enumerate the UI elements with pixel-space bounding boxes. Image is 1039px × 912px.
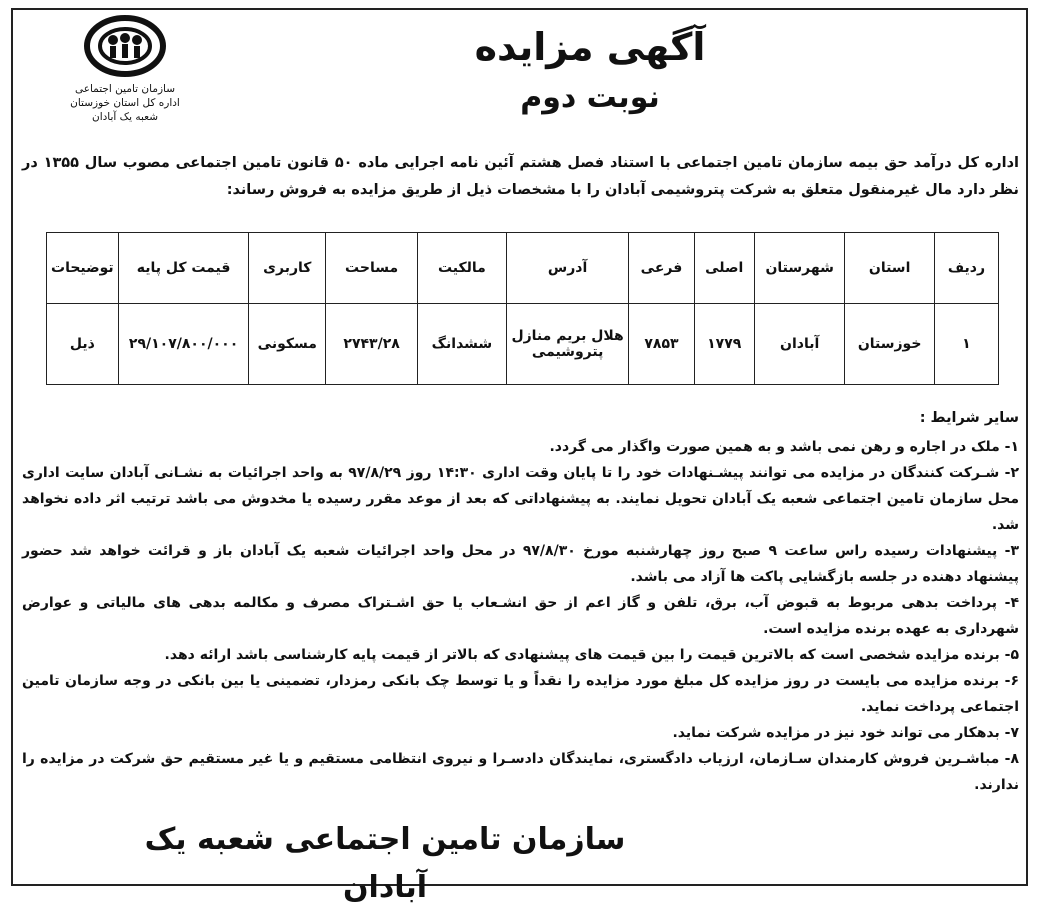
condition-item-7: ۷- بدهکار می تواند خود نیز در مزایده شرکت نماید.	[672, 725, 1019, 741]
col-address: آدرس	[506, 233, 629, 304]
footer-signature: سازمان تامین اجتماعی شعبه یک آبادان	[144, 822, 626, 905]
cell-main-plate: ۱۷۷۹	[694, 304, 754, 385]
intro-paragraph: اداره کل درآمد حق بیمه سازمان تامین اجتماعی با استناد فصل هشتم آئین نامه اجرایی ماده ۵۰ قانون تامین اجتماعی مصوب سال ۱۳۵۵ در نظر دارد مال غیرمنقول متعلق به شرکت پتروشیمی آبادان را با مشخصات ذیل از طریق مزایده به فروش رساند:	[22, 155, 1019, 198]
table-row	[47, 304, 999, 385]
col-ownership: مالکیت	[418, 233, 507, 304]
condition-item-6: ۶- برنده مزایده می بایست در روز مزایده کل مبلغ مورد مزایده را نقداً و یا توسط چک بانکی رمزدار، تضمینی یا بین بانکی در وجه سازمان تامین اجتماعی پرداخت نماید.	[22, 673, 1019, 715]
col-base-price: قیمت کل پایه	[118, 233, 249, 304]
conditions-list	[22, 434, 1019, 798]
org-branch: شعبه یک آبادان	[92, 111, 158, 123]
cell-province: خوزستان	[845, 304, 934, 385]
col-row-number: ردیف	[934, 233, 998, 304]
col-notes: توضیحات	[47, 233, 119, 304]
cell-city: آبادان	[754, 304, 844, 385]
cell-address: هلال بریم منازل پتروشیمی	[506, 304, 629, 385]
col-area: مساحت	[326, 233, 418, 304]
property-table	[46, 232, 999, 385]
cell-ownership: ششدانگ	[418, 304, 507, 385]
cell-area: ۲۷۴۳/۲۸	[326, 304, 418, 385]
notice-heading	[380, 22, 800, 118]
condition-item-2: ۲- شـرکت کنندگان در مزایده می توانند پیشـنهادات خود را تا پایان وقت اداری ۱۴:۳۰ روز ۹۷/۸/۲۹ به واحد اجرائیات به نشـانی آبادان سایت اداری محل سازمان تامین اجتماعی شعبه یک آبادان تحویل نمایند. به پیشنهاداتی که بعد از موعد مقرر رسیده یا مخدوش می باشد ترتیب اثر داده نخواهد شد.	[22, 465, 1020, 533]
page-subtitle: نوبت دوم	[520, 80, 660, 115]
table-header-row	[47, 233, 999, 304]
org-name: سازمان تامین اجتماعی	[74, 83, 176, 95]
col-usage: کاربری	[249, 233, 326, 304]
org-logo	[65, 14, 185, 144]
org-province: اداره کل استان خوزستان	[70, 97, 180, 109]
page-title: آگهی مزایده	[474, 25, 706, 69]
cell-usage: مسکونی	[249, 304, 326, 385]
cell-row-number: ۱	[934, 304, 998, 385]
cell-notes: ذیل	[47, 304, 119, 385]
conditions-heading: سایر شرایط :	[919, 410, 1019, 426]
condition-item-4: ۴- پرداخت بدهی مربوط به قبوض آب، برق، تلفن و گاز اعم از حق انشـعاب یا حق اشـتراک مصرف و مکالمه بدهی های مالیاتی و عوارض شهرداری به عهده برنده مزایده است.	[22, 595, 1019, 637]
cell-base-price: ۲۹/۱۰۷/۸۰۰/۰۰۰	[118, 304, 249, 385]
condition-item-8: ۸- مباشـرین فروش کارمندان سـازمان، ارزیاب دادگستری، نمایندگان دادسـرا و نیروی انتظامی مستقیم و یا غیر مستقیم حق شرکت در مزایده را ندارند.	[22, 751, 1019, 793]
col-city: شهرستان	[754, 233, 844, 304]
cell-sub-plate: ۷۸۵۳	[629, 304, 694, 385]
col-main-plate: اصلی	[694, 233, 754, 304]
col-province: استان	[845, 233, 934, 304]
condition-item-5: ۵- برنده مزایده شخصی است که بالاترین قیمت را بین قیمت های پیشنهادی که بالاتر از قیمت پایه کارشناسی باشد ارائه دهد.	[164, 647, 1019, 663]
condition-item-3: ۳- پیشنهادات رسیده راس ساعت ۹ صبح روز چهارشنبه مورخ ۹۷/۸/۳۰ در محل واحد اجرائیات شعبه یک آبادان باز و قرائت خواهد شد حضور پیشنهاد دهنده در جلسه بازگشایی پاکت ها آزاد می باشد.	[22, 543, 1019, 585]
condition-item-1: ۱- ملک در اجاره و رهن نمی باشد و به همین صورت واگذار می گردد.	[549, 439, 1019, 455]
social-security-logo-icon	[84, 14, 166, 82]
col-sub-plate: فرعی	[629, 233, 694, 304]
